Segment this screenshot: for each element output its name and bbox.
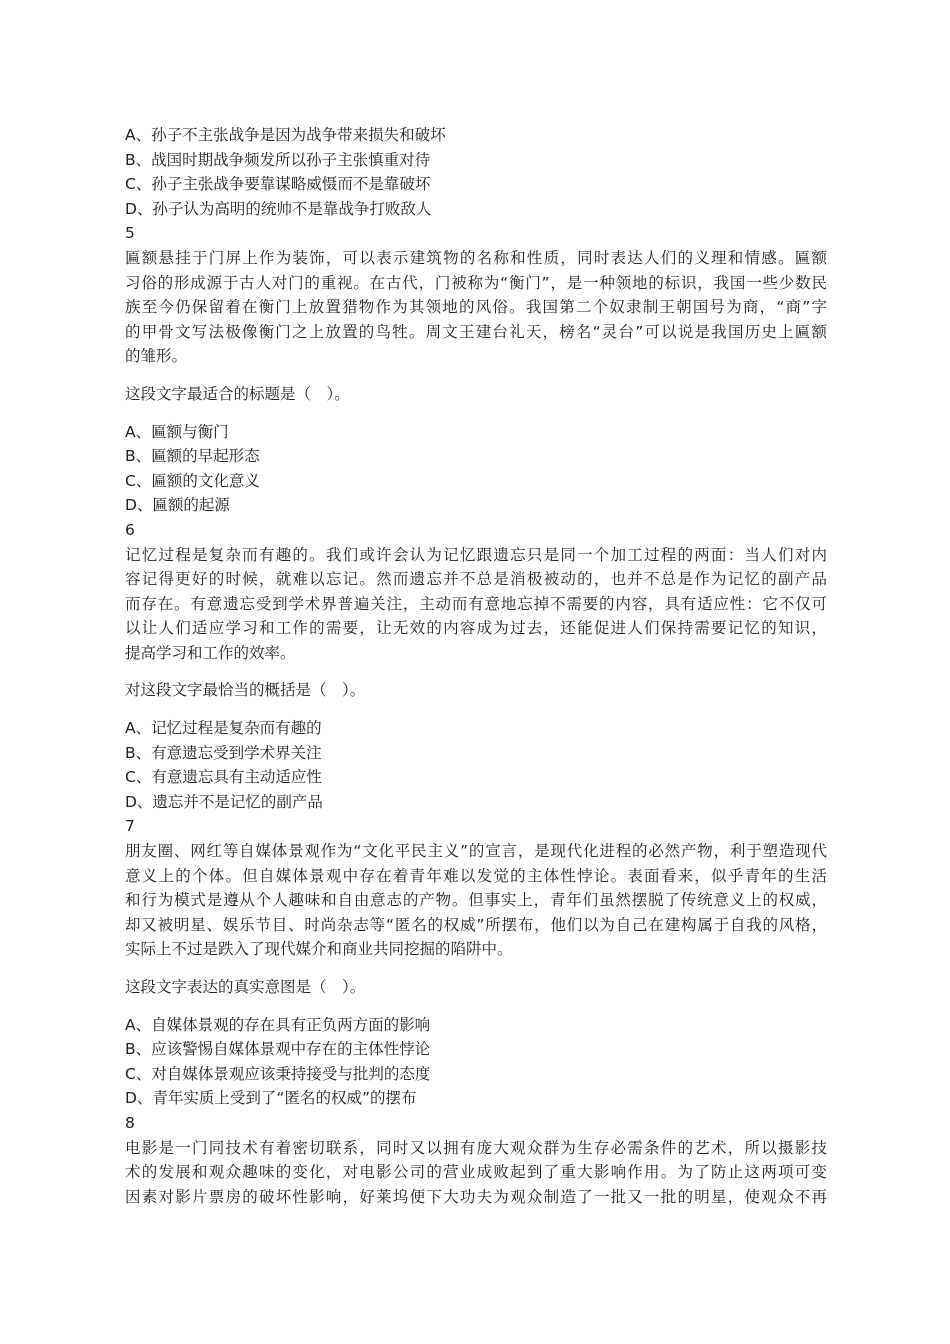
exam-page: [125, 123, 827, 1209]
q7-passage-line: 实际上不过是跌入了现代媒介和商业共同挖掘的陷阱中。: [125, 940, 513, 959]
q6-passage: [125, 543, 827, 666]
q5-passage-line: 的雏形。: [125, 347, 188, 366]
q7-passage-line: 意义上的个体。但自媒体景观中存在着青年难以发觉的主体性悖论。表面看来，似乎青年的生活: [125, 866, 827, 885]
q6-passage-line: 提高学习和工作的效率。: [125, 643, 296, 662]
q6-option-c: C、有意遗忘具有主动适应性: [125, 768, 322, 787]
q7-option-d: D、青年实质上受到了“匿名的权威”的摆布: [125, 1089, 417, 1108]
q7-passage-line: 朋友圈、网红等自媒体景观作为“文化平民主义”的宣言，是现代化进程的必然产物，利于塑造现代: [125, 842, 827, 861]
q5-option-c: C、匾额的文化意义: [125, 471, 260, 490]
q6-option-d: D、遗忘并不是记忆的副产品: [125, 792, 323, 811]
q5-passage-line: 匾额悬挂于门屏上作为装饰，可以表示建筑物的名称和性质，同时表达人们的义理和情感。匾额: [125, 248, 827, 267]
q7-passage-line: 和行为模式是遵从个人趣味和自由意志的产物。但事实上，青年们虽然摆脱了传统意义上的权威，: [125, 891, 827, 910]
q5-question: 这段文字最适合的标题是（ ）。: [125, 384, 350, 403]
q5-passage: [125, 246, 827, 369]
q7-option-c: C、对自媒体景观应该秉持接受与批判的态度: [125, 1064, 431, 1083]
q5-passage-line: 习俗的形成源于古人对门的重视。在古代，门被称为“衡门”，是一种领地的标识，我国一些少数民: [125, 273, 827, 292]
q7-options: [125, 1013, 827, 1111]
q7-option-a: A、自媒体景观的存在具有正负两方面的影响: [125, 1015, 431, 1034]
q8-number: 8: [125, 1113, 135, 1132]
q5-option-a: A、匾额与衡门: [125, 422, 229, 441]
q6-question: 对这段文字最恰当的概括是（ ）。: [125, 681, 366, 700]
q4-option-b: B、战国时期战争频发所以孙子主张慎重对待: [125, 150, 431, 169]
q7-question: 这段文字表达的真实意图是（ ）。: [125, 978, 366, 996]
q6-passage-line: 而存在。有意遗忘受到学术界普遍关注，主动而有意地忘掉不需要的内容，具有适应性：它不仅可: [125, 594, 827, 613]
q7-number: 7: [125, 817, 135, 836]
q8-passage: [125, 1136, 827, 1210]
q8-passage-line: 因素对影片票房的破坏性影响，好莱坞便下大功夫为观众制造了一批又一批的明星，使观众不再: [125, 1187, 827, 1206]
q6-passage-line: 记忆过程是复杂而有趣的。我们或许会认为记忆跟遗忘只是同一个加工过程的两面：当人们对内: [125, 545, 827, 564]
q4-option-a: A、孙子不主张战争是因为战争带来损失和破坏: [125, 126, 446, 144]
q5-passage-line: 族至今仍保留着在衡门上放置猎物作为其领地的风俗。我国第二个奴隶制王朝国号为商，“商”字: [125, 298, 827, 317]
q7-passage: [125, 839, 827, 962]
q8-passage-line: 术的发展和观众趣味的变化，对电影公司的营业成败起到了重大影响作用。为了防止这两项可变: [125, 1163, 827, 1182]
q5-option-d: D、匾额的起源: [125, 496, 230, 515]
q6-option-a: A、记忆过程是复杂而有趣的: [125, 719, 322, 738]
q6-options: [125, 716, 827, 814]
q5-passage-line: 的甲骨文写法极像衡门之上放置的鸟牲。周文王建台礼天，榜名“灵台”可以说是我国历史上匾额: [125, 322, 827, 341]
q4-options: [125, 123, 827, 221]
q5-option-b: B、匾额的早起形态: [125, 447, 260, 466]
q6-option-b: B、有意遗忘受到学术界关注: [125, 743, 322, 762]
q7-option-b: B、应该警惕自媒体景观中存在的主体性悖论: [125, 1040, 431, 1059]
q5-options: [125, 420, 827, 518]
q4-option-c: C、孙子主张战争要靠谋略威慑而不是靠破坏: [125, 175, 431, 194]
q4-option-d: D、孙子认为高明的统帅不是靠战争打败敌人: [125, 199, 432, 218]
q8-passage-line: 电影是一门同技术有着密切联系，同时又以拥有庞大观众群为生存必需条件的艺术，所以摄影技: [125, 1138, 827, 1157]
q5-number: 5: [125, 224, 135, 243]
q6-passage-line: 容记得更好的时候，就难以忘记。然而遗忘并不总是消极被动的，也并不总是作为记忆的副产品: [125, 570, 827, 589]
q6-passage-line: 以让人们适应学习和工作的需要，让无效的内容成为过去，还能促进人们保持需要记忆的知识，: [125, 619, 827, 638]
q7-passage-line: 却又被明星、娱乐节目、时尚杂志等“匿名的权威”所摆布，他们以为自己在建构属于自我的风格，: [125, 915, 827, 934]
q6-number: 6: [125, 520, 135, 539]
